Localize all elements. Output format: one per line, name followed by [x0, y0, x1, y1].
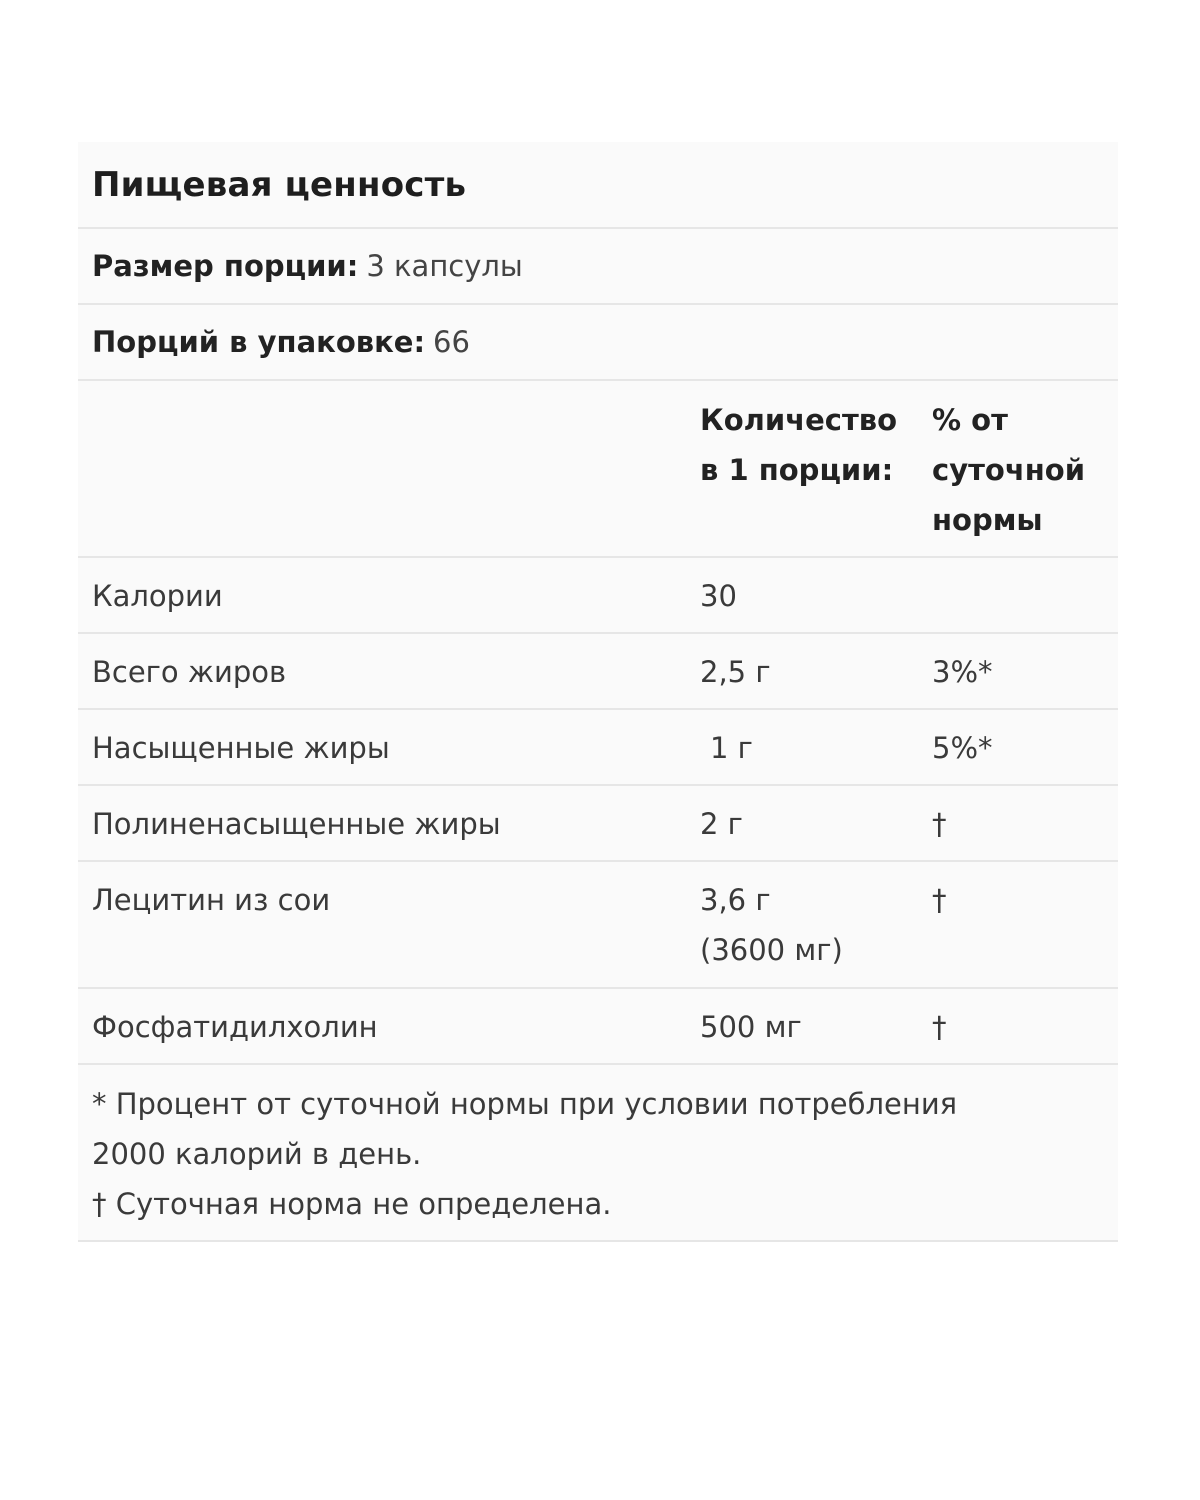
nutrient-daily-value: 5%*: [932, 731, 993, 765]
nutrient-amount: 2 г: [700, 807, 743, 841]
nutrient-name: Полиненасыщенные жиры: [92, 807, 501, 841]
table-row: [78, 710, 1118, 786]
table-header-row: [78, 381, 1118, 558]
serving-size-value: 3 капсулы: [366, 249, 523, 283]
nutrient-name: Лецитин из сои: [92, 883, 331, 917]
nutrient-amount: 30: [700, 579, 737, 613]
footnote-not-established: † Суточная норма не определена.: [92, 1187, 612, 1221]
nutrient-name: Всего жиров: [92, 655, 287, 689]
nutrient-daily-value: †: [932, 807, 947, 841]
nutrient-daily-value: †: [932, 883, 947, 917]
nutrition-facts-panel: [78, 142, 1118, 1242]
header-daily-value: % от суточной нормы: [932, 403, 1086, 537]
servings-per-container-row: [78, 305, 1118, 381]
nutrient-daily-value: †: [932, 1010, 947, 1044]
nutrient-amount: 1 г: [710, 731, 753, 765]
footnote-daily-value: * Процент от суточной нормы при условии потребления 2000 калорий в день.: [92, 1087, 958, 1171]
table-row: [78, 634, 1118, 710]
nutrient-daily-value: [932, 571, 1118, 632]
nutrient-daily-value: 3%*: [932, 655, 993, 689]
nutrient-name: Калории: [92, 579, 223, 613]
footnotes: [78, 1065, 1118, 1242]
table-row: [78, 862, 1118, 989]
serving-size-label: Размер порции:: [92, 249, 359, 283]
header-amount-per-serving: Количество в 1 порции:: [700, 403, 898, 487]
table-row: [78, 786, 1118, 862]
servings-per-container-label: Порций в упаковке:: [92, 325, 426, 359]
header-name-cell: [78, 395, 700, 556]
nutrient-amount: 500 мг: [700, 1010, 802, 1044]
nutrient-name: Фосфатидилхолин: [92, 1010, 378, 1044]
nutrient-amount: 2,5 г: [700, 655, 771, 689]
nutrient-name: Насыщенные жиры: [92, 731, 390, 765]
table-row: [78, 989, 1118, 1065]
title-row: [78, 142, 1118, 229]
servings-per-container-value: 66: [433, 325, 470, 359]
nutrient-amount: 3,6 г (3600 мг): [700, 883, 843, 967]
serving-size-row: [78, 229, 1118, 305]
table-row: [78, 558, 1118, 634]
panel-title: Пищевая ценность: [92, 164, 467, 205]
